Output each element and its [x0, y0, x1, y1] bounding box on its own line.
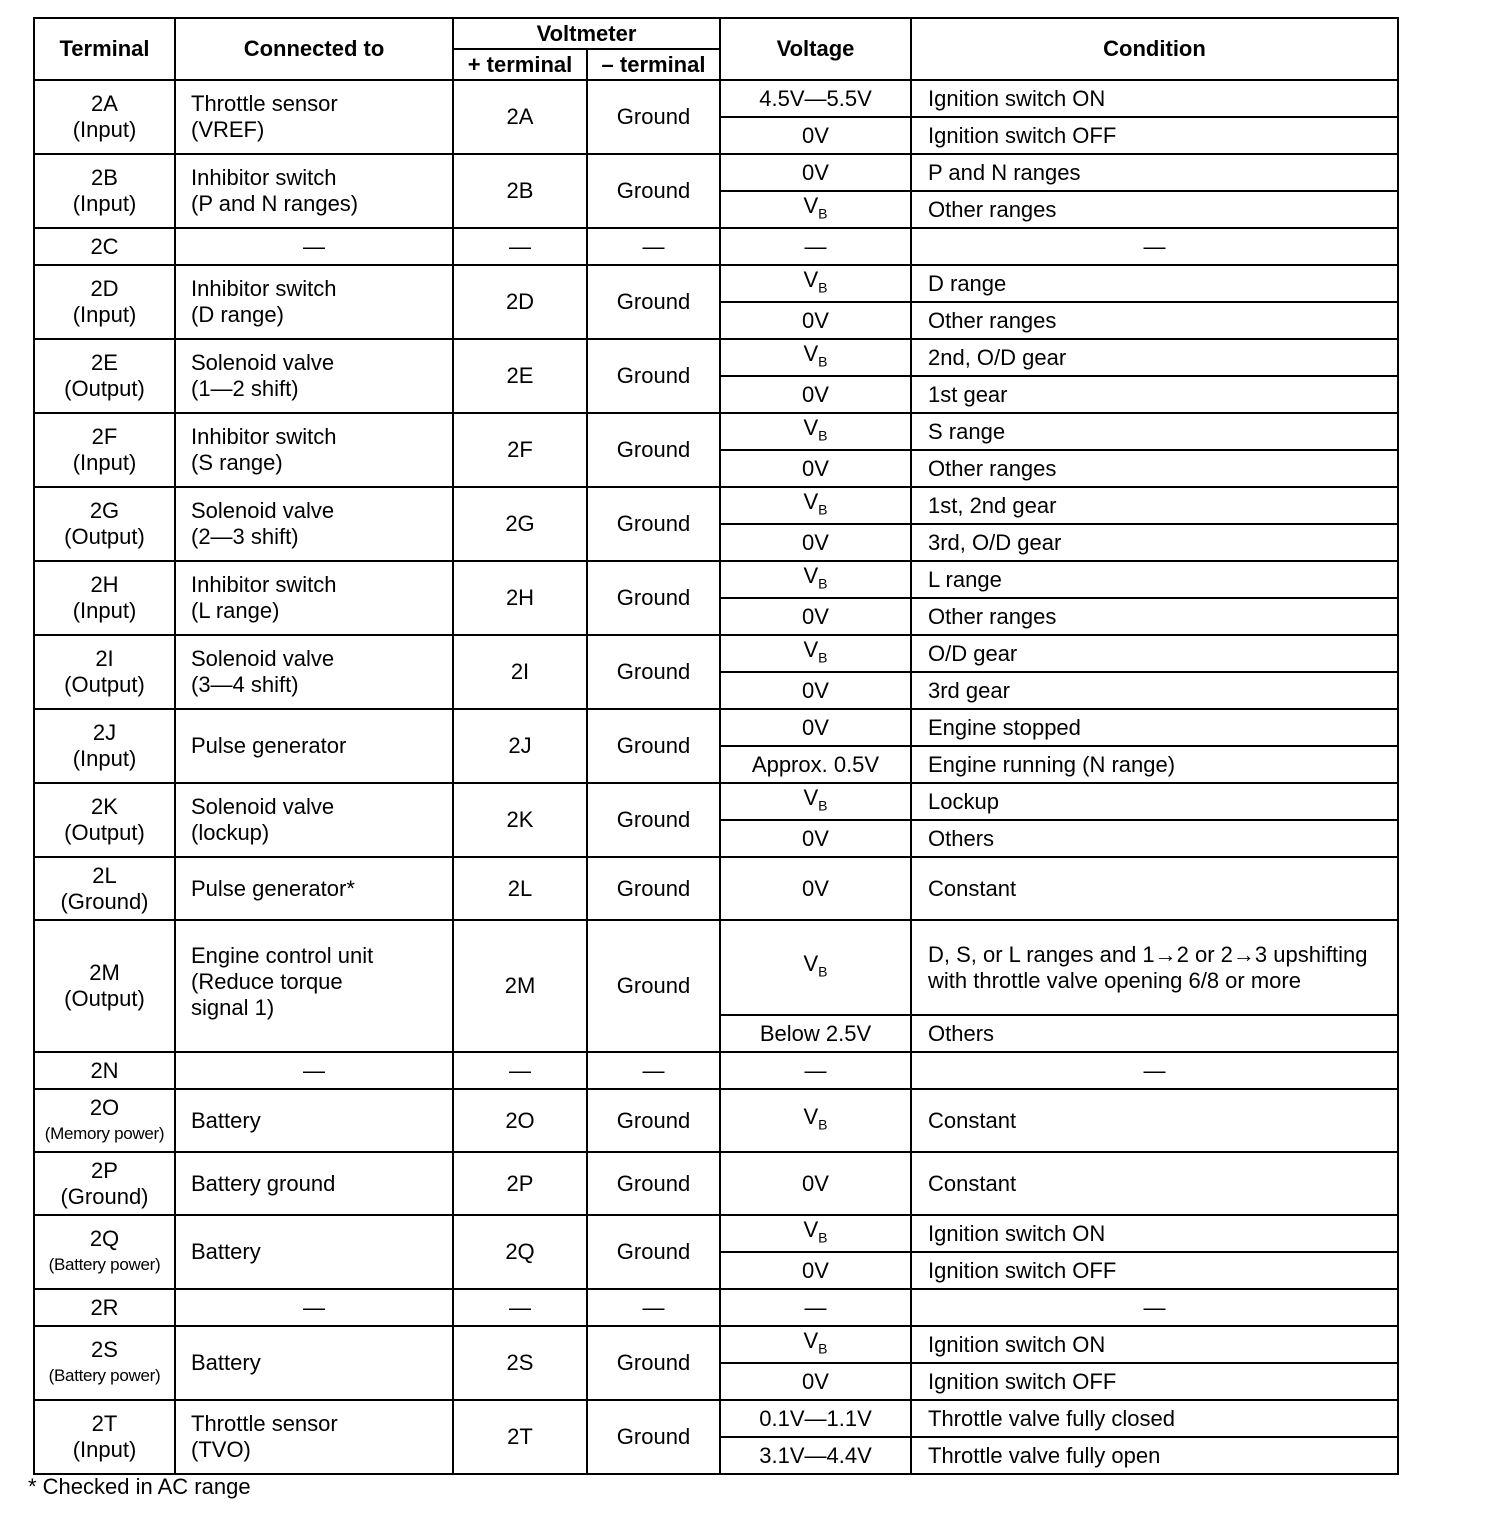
- terminal-id: 2C: [90, 233, 119, 259]
- voltage-cell: [720, 1326, 911, 1363]
- terminal-cell: [34, 920, 175, 1052]
- terminal-id: 2O: [89, 1094, 120, 1120]
- terminal-id: 2R: [90, 1294, 119, 1320]
- connected-to-line: signal 1): [191, 995, 275, 1020]
- plus-terminal-cell: 2J: [453, 709, 587, 783]
- voltage-cell: 0.1V—1.1V: [720, 1400, 911, 1437]
- minus-terminal-cell: —: [587, 228, 720, 265]
- terminal-id: 2E: [91, 350, 118, 375]
- condition-cell: Other ranges: [911, 450, 1398, 487]
- connected-to-line: Battery ground: [191, 1170, 336, 1196]
- plus-terminal-cell: 2H: [453, 561, 587, 635]
- terminal-voltage-table: [33, 17, 1399, 1475]
- connected-to-line: (Reduce torque: [191, 969, 343, 994]
- minus-terminal-cell: Ground: [587, 1215, 720, 1289]
- condition-cell: O/D gear: [911, 635, 1398, 672]
- header-connected-to: Connected to: [175, 18, 453, 80]
- terminal-id: 2S: [91, 1337, 118, 1362]
- table-row: [34, 783, 1398, 820]
- plus-terminal-cell: 2G: [453, 487, 587, 561]
- voltage-cell: 0V: [720, 709, 911, 746]
- plus-terminal-cell: 2Q: [453, 1215, 587, 1289]
- condition-cell: Ignition switch OFF: [911, 1363, 1398, 1400]
- voltage-cell: [720, 635, 911, 672]
- plus-terminal-cell: 2A: [453, 80, 587, 154]
- minus-terminal-cell: Ground: [587, 154, 720, 228]
- terminal-id: 2Q: [89, 1226, 120, 1251]
- voltage-cell: 0V: [720, 154, 911, 191]
- connected-to-line: (S range): [191, 450, 283, 475]
- connected-to-line: (L range): [191, 598, 280, 623]
- terminal-type: (Output): [64, 672, 145, 697]
- voltage-cell: 0V: [720, 857, 911, 920]
- table-row: [34, 1400, 1398, 1437]
- voltage-cell: 0V: [720, 524, 911, 561]
- condition-cell: P and N ranges: [911, 154, 1398, 191]
- terminal-cell: [34, 709, 175, 783]
- terminal-cell: [34, 857, 175, 920]
- terminal-cell: [34, 561, 175, 635]
- connected-to-cell: [175, 857, 453, 920]
- voltage-vb: $V_B$: [803, 950, 828, 980]
- minus-terminal-cell: Ground: [587, 487, 720, 561]
- connected-to-line: (P and N ranges): [191, 191, 359, 216]
- plus-terminal-cell: —: [453, 1289, 587, 1326]
- table-row: [34, 1326, 1398, 1363]
- minus-terminal-cell: Ground: [587, 413, 720, 487]
- table-row: [34, 1052, 1398, 1089]
- minus-terminal-cell: Ground: [587, 1152, 720, 1215]
- plus-terminal-cell: 2P: [453, 1152, 587, 1215]
- connected-to-line: Inhibitor switch: [191, 165, 337, 190]
- connected-to-cell: [175, 561, 453, 635]
- condition-cell: D range: [911, 265, 1398, 302]
- condition-cell: Engine running (N range): [911, 746, 1398, 783]
- condition-cell: Other ranges: [911, 302, 1398, 339]
- table-row: [34, 154, 1398, 191]
- terminal-id: 2L: [92, 862, 117, 888]
- connected-to-line: Pulse generator: [191, 733, 347, 758]
- terminal-cell: [34, 1215, 175, 1289]
- connected-to-cell: [175, 265, 453, 339]
- minus-terminal-cell: Ground: [587, 635, 720, 709]
- condition-cell: Constant: [911, 1152, 1398, 1215]
- terminal-cell: [34, 154, 175, 228]
- header-minus-terminal: – terminal: [587, 49, 720, 80]
- voltage-cell: —: [720, 1052, 911, 1089]
- condition-cell: Ignition switch OFF: [911, 1252, 1398, 1289]
- connected-to-line: Throttle sensor: [191, 91, 338, 116]
- voltage-cell: [720, 561, 911, 598]
- terminal-type: (Input): [72, 746, 137, 771]
- table-row: [34, 709, 1398, 746]
- condition-cell: Other ranges: [911, 598, 1398, 635]
- voltage-cell: 0V: [720, 450, 911, 487]
- terminal-cell: [34, 1089, 175, 1152]
- terminal-type: (Input): [72, 302, 137, 327]
- plus-terminal-cell: 2M: [453, 920, 587, 1052]
- terminal-type: (Output): [64, 376, 145, 401]
- terminal-cell: [34, 339, 175, 413]
- plus-terminal-cell: 2D: [453, 265, 587, 339]
- minus-terminal-cell: —: [587, 1289, 720, 1326]
- condition-cell: S range: [911, 413, 1398, 450]
- terminal-id: 2H: [90, 572, 119, 597]
- condition-cell: Lockup: [911, 783, 1398, 820]
- voltage-cell: [720, 265, 911, 302]
- voltage-cell: 4.5V—5.5V: [720, 80, 911, 117]
- minus-terminal-cell: Ground: [587, 783, 720, 857]
- connected-to-line: (VREF): [191, 117, 265, 142]
- connected-to-line: (TVO): [191, 1437, 251, 1462]
- voltage-vb: $V_B$: [803, 1216, 828, 1246]
- connected-to-line: Solenoid valve: [191, 350, 335, 375]
- condition-cell: Others: [911, 1015, 1398, 1052]
- connected-to-line: Inhibitor switch: [191, 276, 337, 301]
- voltage-cell: [720, 339, 911, 376]
- terminal-id: 2F: [91, 424, 118, 449]
- terminal-cell: [34, 1326, 175, 1400]
- voltage-cell: 0V: [720, 1363, 911, 1400]
- table-row: [34, 339, 1398, 376]
- voltage-cell: [720, 1089, 911, 1152]
- condition-cell: 1st, 2nd gear: [911, 487, 1398, 524]
- terminal-type: (Memory power): [44, 1123, 165, 1143]
- terminal-cell: [34, 1052, 175, 1089]
- condition-cell: 2nd, O/D gear: [911, 339, 1398, 376]
- voltage-cell: 0V: [720, 672, 911, 709]
- terminal-id: 2N: [90, 1057, 119, 1083]
- table-row: [34, 265, 1398, 302]
- connected-to-cell: [175, 783, 453, 857]
- condition-cell: —: [911, 1289, 1398, 1326]
- condition-cell: 1st gear: [911, 376, 1398, 413]
- condition-cell: 3rd, O/D gear: [911, 524, 1398, 561]
- plus-terminal-cell: 2E: [453, 339, 587, 413]
- condition-cell: Ignition switch ON: [911, 1215, 1398, 1252]
- voltage-cell: 3.1V—4.4V: [720, 1437, 911, 1474]
- voltage-cell: —: [720, 1289, 911, 1326]
- connected-to-cell: [175, 413, 453, 487]
- minus-terminal-cell: Ground: [587, 1089, 720, 1152]
- condition-cell: Throttle valve fully closed: [911, 1400, 1398, 1437]
- condition-cell: —: [911, 1052, 1398, 1089]
- voltage-vb: $V_B$: [803, 562, 828, 592]
- terminal-type: (Input): [72, 598, 137, 623]
- voltage-cell: Below 2.5V: [720, 1015, 911, 1052]
- voltage-cell: [720, 920, 911, 1015]
- connected-to-line: —: [303, 1294, 325, 1320]
- terminal-cell: [34, 1152, 175, 1215]
- connected-to-cell: [175, 635, 453, 709]
- condition-cell: Engine stopped: [911, 709, 1398, 746]
- plus-terminal-cell: —: [453, 228, 587, 265]
- terminal-cell: [34, 228, 175, 265]
- terminal-id: 2B: [91, 165, 118, 190]
- terminal-cell: [34, 783, 175, 857]
- voltage-vb: $V_B$: [803, 1327, 828, 1357]
- terminal-id: 2I: [95, 646, 114, 671]
- footnote: * Checked in AC range: [28, 1474, 251, 1499]
- plus-terminal-cell: 2B: [453, 154, 587, 228]
- voltage-cell: [720, 783, 911, 820]
- condition-cell: Constant: [911, 857, 1398, 920]
- voltage-vb: $V_B$: [803, 784, 828, 814]
- terminal-cell: [34, 1400, 175, 1474]
- header-voltmeter: Voltmeter: [453, 18, 720, 49]
- terminal-type: (Input): [72, 450, 137, 475]
- table-body: [34, 80, 1398, 1474]
- condition-cell: Ignition switch OFF: [911, 117, 1398, 154]
- connected-to-cell: [175, 1215, 453, 1289]
- terminal-type: (Battery power): [48, 1255, 161, 1274]
- condition-cell: Ignition switch ON: [911, 1326, 1398, 1363]
- table-row: [34, 1152, 1398, 1215]
- connected-to-cell: [175, 154, 453, 228]
- voltage-cell: 0V: [720, 1252, 911, 1289]
- header-voltage: Voltage: [720, 18, 911, 80]
- connected-to-line: —: [303, 233, 325, 259]
- header-terminal: Terminal: [34, 18, 175, 80]
- terminal-cell: [34, 487, 175, 561]
- minus-terminal-cell: Ground: [587, 80, 720, 154]
- terminal-cell: [34, 413, 175, 487]
- minus-terminal-cell: Ground: [587, 857, 720, 920]
- terminal-type: (Ground): [60, 1183, 149, 1209]
- condition-cell: Throttle valve fully open: [911, 1437, 1398, 1474]
- terminal-id: 2J: [92, 720, 117, 745]
- connected-to-line: Battery: [191, 1350, 261, 1375]
- table-row: [34, 561, 1398, 598]
- connected-to-line: Solenoid valve: [191, 794, 335, 819]
- condition-cell: 3rd gear: [911, 672, 1398, 709]
- table-row: [34, 413, 1398, 450]
- minus-terminal-cell: Ground: [587, 339, 720, 413]
- connected-to-cell: [175, 1052, 453, 1089]
- terminal-type: (Output): [64, 524, 145, 549]
- connected-to-cell: [175, 1152, 453, 1215]
- plus-terminal-cell: 2F: [453, 413, 587, 487]
- terminal-type: (Input): [72, 191, 137, 216]
- connected-to-line: (3—4 shift): [191, 672, 299, 697]
- voltage-cell: 0V: [720, 302, 911, 339]
- terminal-cell: [34, 80, 175, 154]
- connected-to-line: —: [303, 1057, 325, 1083]
- connected-to-cell: [175, 339, 453, 413]
- connected-to-line: (1—2 shift): [191, 376, 299, 401]
- connected-to-line: (lockup): [191, 820, 270, 845]
- connected-to-line: (D range): [191, 302, 284, 327]
- connected-to-cell: [175, 1326, 453, 1400]
- minus-terminal-cell: Ground: [587, 1326, 720, 1400]
- table-row: [34, 80, 1398, 117]
- connected-to-line: Inhibitor switch: [191, 572, 337, 597]
- table-row: [34, 1089, 1398, 1152]
- connected-to-line: Battery: [191, 1107, 261, 1133]
- table-row: [34, 920, 1398, 1015]
- terminal-id: 2T: [91, 1411, 118, 1436]
- minus-terminal-cell: Ground: [587, 709, 720, 783]
- condition-cell: —: [911, 228, 1398, 265]
- voltage-vb: $V_B$: [803, 266, 828, 296]
- minus-terminal-cell: Ground: [587, 920, 720, 1052]
- terminal-type: (Output): [64, 986, 145, 1011]
- terminal-type: (Input): [72, 117, 137, 142]
- condition-cell: Ignition switch ON: [911, 80, 1398, 117]
- connected-to-cell: [175, 1089, 453, 1152]
- minus-terminal-cell: Ground: [587, 1400, 720, 1474]
- terminal-type: (Ground): [60, 888, 149, 914]
- terminal-id: 2G: [89, 498, 120, 523]
- connected-to-line: Solenoid valve: [191, 646, 335, 671]
- voltage-vb: $V_B$: [803, 1103, 828, 1133]
- condition-cell: D, S, or L ranges and 1→2 or 2→3 upshifting with throttle valve opening 6/8 or more: [911, 920, 1398, 1015]
- condition-cell: Other ranges: [911, 191, 1398, 228]
- connected-to-cell: [175, 709, 453, 783]
- voltage-cell: 0V: [720, 820, 911, 857]
- table-row: [34, 487, 1398, 524]
- connected-to-cell: [175, 80, 453, 154]
- terminal-type: (Battery power): [48, 1366, 161, 1385]
- table-row: [34, 228, 1398, 265]
- voltage-vb: $V_B$: [803, 192, 828, 222]
- voltage-cell: [720, 413, 911, 450]
- connected-to-line: Pulse generator*: [191, 875, 355, 901]
- connected-to-cell: [175, 1400, 453, 1474]
- plus-terminal-cell: 2L: [453, 857, 587, 920]
- terminal-cell: [34, 1289, 175, 1326]
- terminal-id: 2M: [89, 960, 120, 985]
- plus-terminal-cell: 2S: [453, 1326, 587, 1400]
- condition-cell: Others: [911, 820, 1398, 857]
- header-plus-terminal: + terminal: [453, 49, 587, 80]
- voltage-cell: 0V: [720, 1152, 911, 1215]
- condition-cell: L range: [911, 561, 1398, 598]
- connected-to-line: (2—3 shift): [191, 524, 299, 549]
- terminal-type: (Output): [64, 820, 145, 845]
- connected-to-line: Inhibitor switch: [191, 424, 337, 449]
- voltage-cell: [720, 487, 911, 524]
- terminal-type: (Input): [72, 1437, 137, 1462]
- plus-terminal-cell: 2K: [453, 783, 587, 857]
- terminal-cell: [34, 265, 175, 339]
- voltage-cell: Approx. 0.5V: [720, 746, 911, 783]
- terminal-cell: [34, 635, 175, 709]
- terminal-id: 2D: [90, 276, 119, 301]
- voltage-vb: $V_B$: [803, 414, 828, 444]
- condition-cell: Constant: [911, 1089, 1398, 1152]
- plus-terminal-cell: 2T: [453, 1400, 587, 1474]
- voltage-vb: $V_B$: [803, 636, 828, 666]
- plus-terminal-cell: 2O: [453, 1089, 587, 1152]
- voltage-cell: [720, 191, 911, 228]
- voltage-vb: $V_B$: [803, 488, 828, 518]
- header-condition: Condition: [911, 18, 1398, 80]
- table-row: [34, 1215, 1398, 1252]
- connected-to-line: Battery: [191, 1239, 261, 1264]
- connected-to-line: Throttle sensor: [191, 1411, 338, 1436]
- connected-to-line: Solenoid valve: [191, 498, 335, 523]
- minus-terminal-cell: Ground: [587, 561, 720, 635]
- connected-to-cell: [175, 920, 453, 1052]
- connected-to-cell: [175, 1289, 453, 1326]
- plus-terminal-cell: 2I: [453, 635, 587, 709]
- terminal-id: 2A: [91, 91, 118, 116]
- voltage-cell: 0V: [720, 598, 911, 635]
- connected-to-cell: [175, 228, 453, 265]
- voltage-cell: —: [720, 228, 911, 265]
- table-row: [34, 1289, 1398, 1326]
- connected-to-line: Engine control unit: [191, 943, 374, 968]
- voltage-cell: 0V: [720, 117, 911, 154]
- table-row: [34, 635, 1398, 672]
- connected-to-cell: [175, 487, 453, 561]
- voltage-cell: 0V: [720, 376, 911, 413]
- minus-terminal-cell: Ground: [587, 265, 720, 339]
- voltage-cell: [720, 1215, 911, 1252]
- voltage-vb: $V_B$: [803, 340, 828, 370]
- plus-terminal-cell: —: [453, 1052, 587, 1089]
- minus-terminal-cell: —: [587, 1052, 720, 1089]
- terminal-id: 2K: [91, 794, 118, 819]
- terminal-id: 2P: [91, 1157, 118, 1183]
- table-row: [34, 857, 1398, 920]
